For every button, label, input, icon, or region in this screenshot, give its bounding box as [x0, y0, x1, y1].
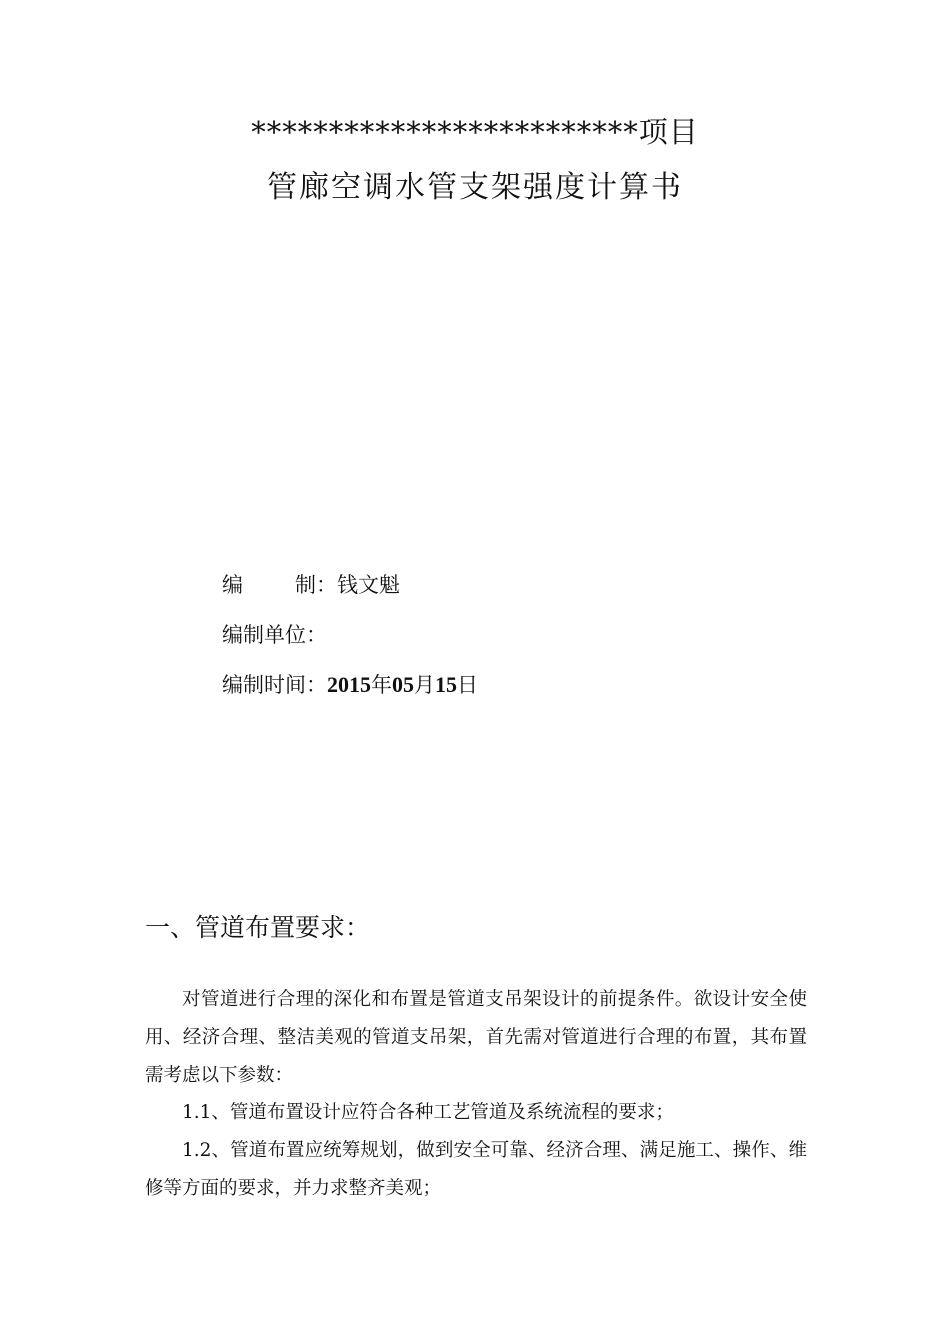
item-1-2-paragraph: 1.2、管道布置应统筹规划，做到安全可靠、经济合理、满足施工、操作、维修等方面的要求，并力求整齐美观； [145, 1140, 807, 1199]
item-1-1-paragraph: 1.1、管道布置设计应符合各种工艺管道及系统流程的要求； [182, 1102, 674, 1123]
intro-paragraph: 对管道进行合理的深化和布置是管道支吊架设计的前提条件。欲设计安全使用、经济合理、整洁美观的管道支吊架，首先需对管道进行合理的布置，其布置需考虑以下参数： [145, 989, 807, 1086]
unit-label: 编制单位： [222, 623, 327, 647]
time-day: 15 [435, 672, 457, 697]
time-month-suffix: 月 [414, 673, 435, 697]
author-label [222, 569, 337, 599]
author-label-part-b: 制： [295, 573, 337, 597]
section-heading: 一、管道布置要求： [145, 913, 371, 942]
time-row [222, 669, 478, 699]
author-row [222, 569, 400, 599]
author-value: 钱文魁 [337, 573, 400, 597]
time-label: 编制时间： [222, 673, 327, 697]
document-title: 管廊空调水管支架强度计算书 [267, 170, 683, 205]
author-label-part-a: 编 [222, 573, 243, 597]
time-year: 2015 [327, 672, 371, 697]
time-day-suffix: 日 [457, 673, 478, 697]
time-year-suffix: 年 [371, 673, 392, 697]
unit-row [222, 619, 327, 649]
time-month: 05 [392, 672, 414, 697]
project-title: *************************项目 [251, 115, 699, 149]
